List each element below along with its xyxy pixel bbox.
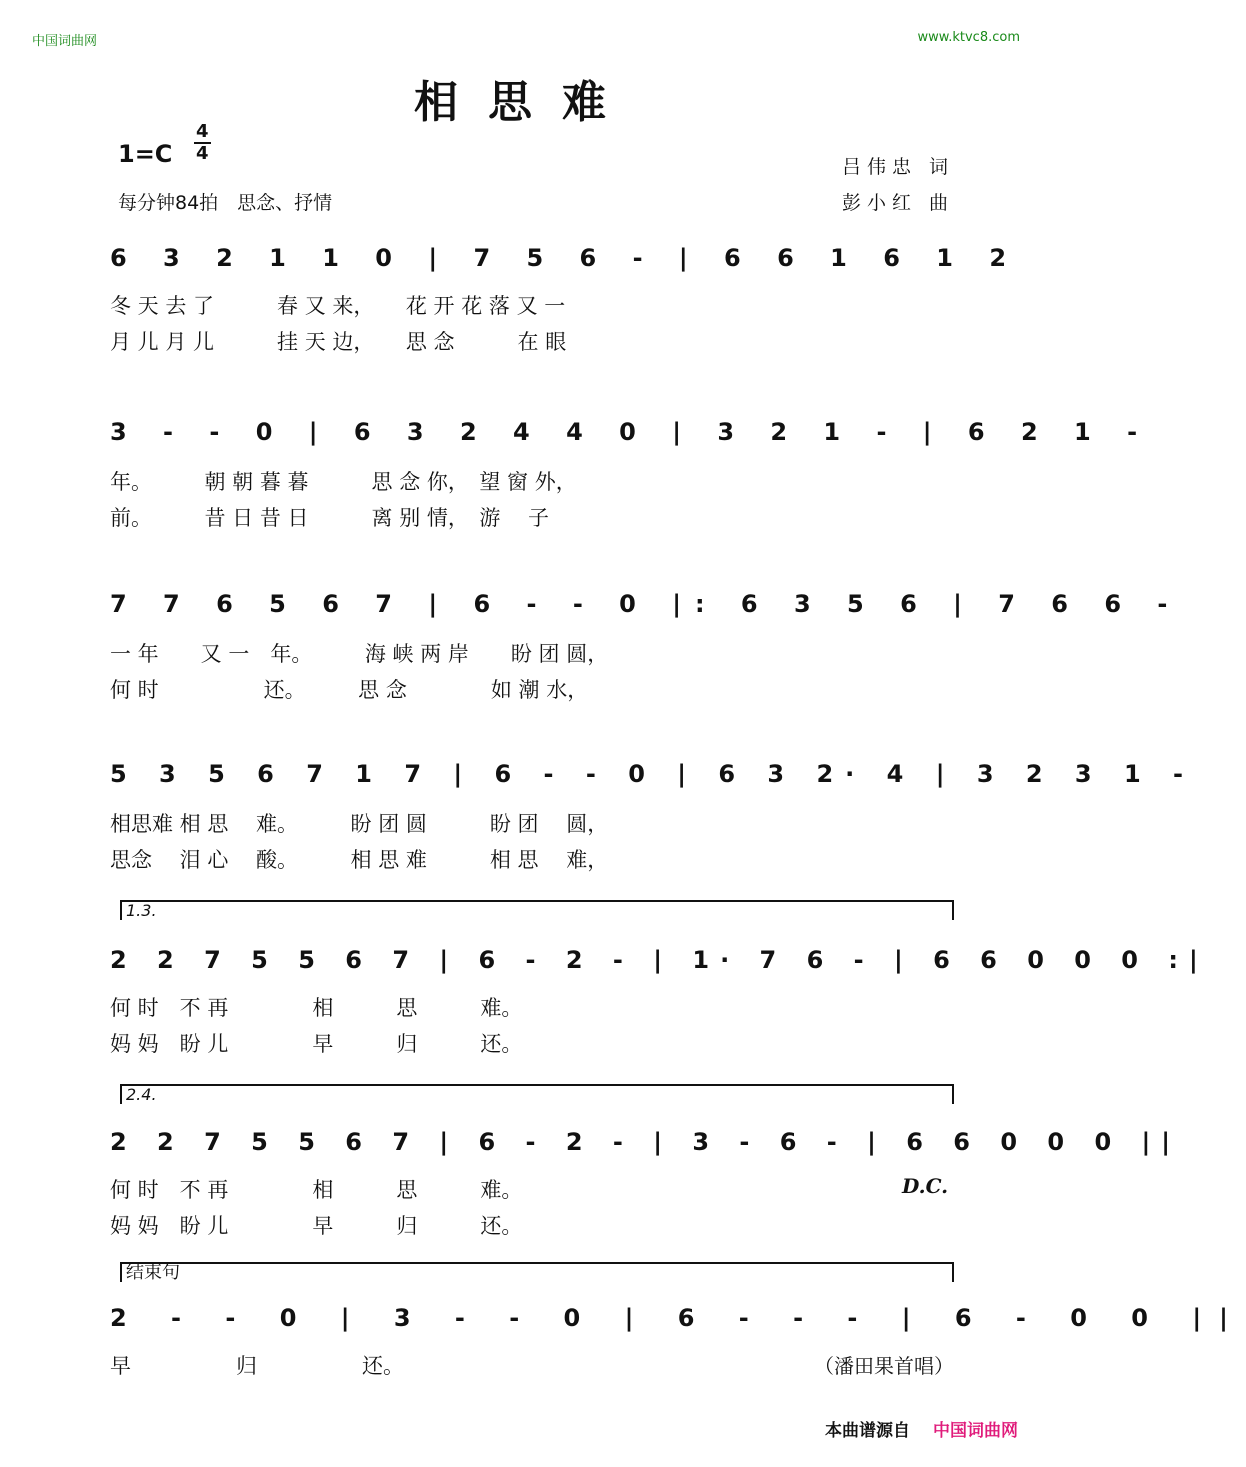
score-row-1 (110, 236, 1021, 296)
score-row-7 (110, 1296, 1246, 1356)
score-row-3 (110, 582, 1182, 642)
site-name-left[interactable]: 中国词曲网 (32, 34, 98, 49)
volta-bracket-2 (120, 1084, 954, 1104)
volta-label-1: 1.3. (126, 901, 157, 920)
song-title: 相思难 (414, 77, 636, 128)
lyricist-credit: 吕伟忠 词 (841, 156, 954, 178)
lyrics-row-7: 早 归 还。 (110, 1354, 404, 1378)
lyrics-row-2-verse-2: 前。 昔 日 昔 日 离 别 情， 游 子 (110, 506, 550, 530)
ending-label: 结束句 (126, 1262, 180, 1283)
site-url-right[interactable]: www.ktvc8.com (917, 30, 1020, 45)
lyrics-row-1-verse-2: 月 儿 月 儿 挂 天 边， 思 念 在 眼 (110, 330, 567, 354)
volta-bracket-1 (120, 900, 954, 920)
score-row-5 (110, 938, 1209, 998)
time-signature (194, 122, 211, 164)
lyrics-row-6-verse-2: 妈 妈 盼 儿 早 归 还。 (110, 1214, 523, 1238)
notes-row-3: 7 7 6 5 6 7 | 6 - - 0 |: 6 3 5 6 | 7 6 6 - (110, 590, 1182, 618)
volta-label-2: 2.4. (126, 1085, 157, 1104)
lyrics-row-1-verse-1: 冬 天 去 了 春 又 来， 花 开 花 落 又 一 (110, 294, 566, 318)
lyrics-row-5-verse-2: 妈 妈 盼 儿 早 归 还。 (110, 1032, 523, 1056)
notes-row-1: 6 3 2 1 1 0 | 7 5 6 - | 6 6 1 6 1 2 (110, 244, 1021, 272)
composer-credit: 彭小红 曲 (841, 192, 954, 214)
lyrics-row-6-verse-1: 何 时 不 再 相 思 难。 (110, 1178, 523, 1202)
lyrics-row-4-verse-2: 思念 泪 心 酸。 相 思 难 相 思 难， (110, 848, 609, 872)
ending-bracket (120, 1262, 954, 1282)
notes-row-6: 2 2 7 5 5 6 7 | 6 - 2 - | 3 - 6 - | 6 6 0 0 0 || (110, 1128, 1182, 1156)
lyrics-row-4-verse-1: 相思难 相 思 难。 盼 团 圆 盼 团 圆， (110, 812, 609, 836)
lyrics-row-5-verse-1: 何 时 不 再 相 思 难。 (110, 996, 523, 1020)
lyrics-row-3-verse-1: 一 年 又 一 年。 海 峡 两 岸 盼 团 圆， (110, 642, 609, 666)
da-capo-marking: D.C. (902, 1174, 949, 1198)
singer-credit: （潘田果首唱） (814, 1354, 954, 1378)
meter-top: 4 (196, 121, 209, 142)
key-signature: 1=C (118, 140, 173, 168)
footer-site-link[interactable]: 中国词曲网 (933, 1421, 1018, 1441)
footer-source-label: 本曲谱源自 (825, 1421, 910, 1441)
score-row-2 (110, 410, 1152, 470)
score-row-6 (110, 1120, 1182, 1180)
lyrics-row-3-verse-2: 何 时 还。 思 念 如 潮 水， (110, 678, 589, 702)
meter-bottom: 4 (196, 143, 209, 164)
notes-row-7: 2 - - 0 | 3 - - 0 | 6 - - - | 6 - 0 0 || (110, 1304, 1246, 1332)
notes-row-4: 5 3 5 6 7 1 7 | 6 - - 0 | 6 3 2· 4 | 3 2 3 1 - (110, 760, 1196, 788)
notes-row-5: 2 2 7 5 5 6 7 | 6 - 2 - | 1· 7 6 - | 6 6 0 0 0 :| (110, 946, 1209, 974)
lyrics-row-2-verse-1: 年。 朝 朝 暮 暮 思 念 你， 望 窗 外， (110, 470, 577, 494)
tempo-marking: 每分钟84拍 思念、抒情 (118, 192, 333, 214)
notes-row-2: 3 - - 0 | 6 3 2 4 4 0 | 3 2 1 - | 6 2 1 - (110, 418, 1152, 446)
score-row-4 (110, 752, 1196, 812)
